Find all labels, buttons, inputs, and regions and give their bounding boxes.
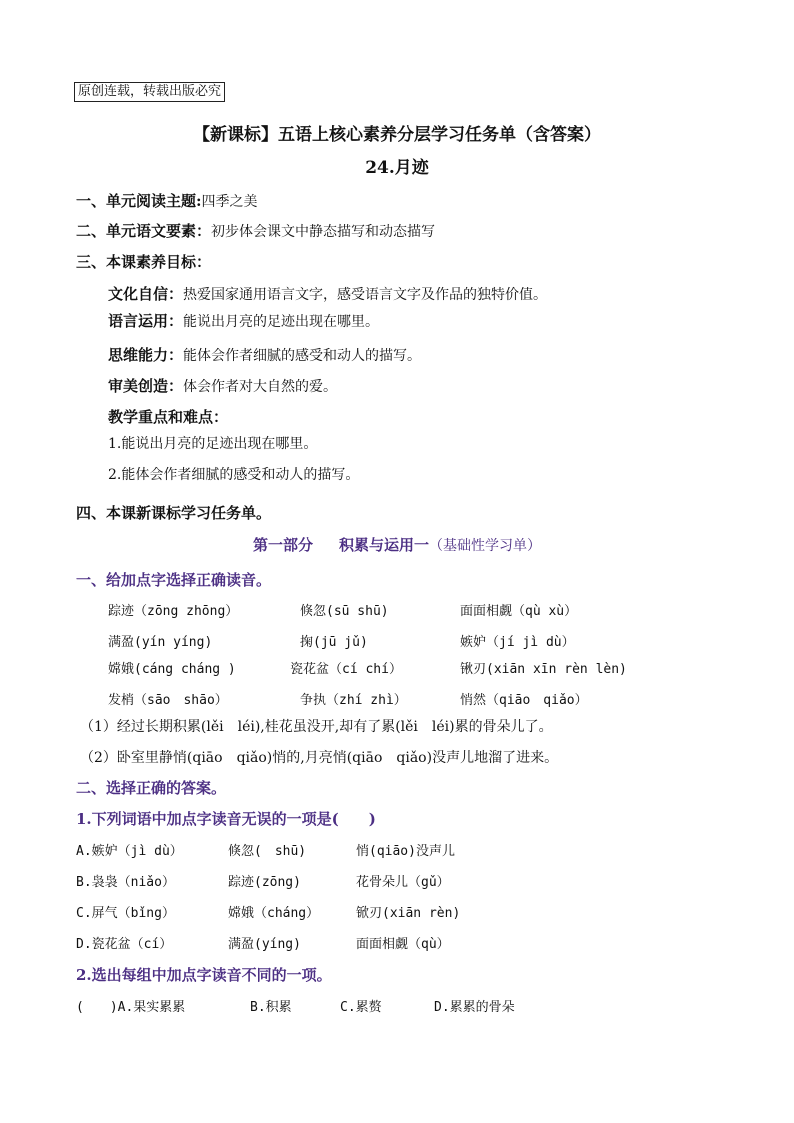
key-point: 2.能体会作者细腻的感受和动人的描写。 xyxy=(108,467,360,483)
option-item: 悄(qiāo)没声儿 xyxy=(356,844,455,859)
option-item: 锨刃(xiān rèn) xyxy=(356,906,461,921)
q2-heading: 二、选择正确的答案。 xyxy=(76,779,227,797)
q1-sentence: （1）经过长期积累(lěi léi),桂花虽没开,却有了累(lěi léi)累的骨朵儿了。 xyxy=(80,719,553,735)
option-item: C.累赘 xyxy=(340,1000,382,1015)
option-item: C.屏气（bǐng） xyxy=(76,906,175,921)
option-item: A.嫉妒（jì dù） xyxy=(76,844,183,859)
option-item: 花骨朵儿（gǔ） xyxy=(356,875,450,890)
unit-element xyxy=(76,220,435,241)
option-item: 满盈(yíng) xyxy=(228,937,301,952)
pinyin-item: 踪迹（zōng zhōng） xyxy=(108,604,239,619)
pinyin-item: 掬(jū jǔ) xyxy=(300,635,368,650)
pinyin-item: 面面相觑（qù xù） xyxy=(460,604,578,619)
q1-heading: 一、给加点字选择正确读音。 xyxy=(76,571,272,589)
option-item: 嫦娥（cháng） xyxy=(228,906,320,921)
pinyin-item: 嫉妒（jí jì dù） xyxy=(460,635,575,650)
goal-item: 文化自信：热爱国家通用语言文字，感受语言文字及作品的独特价值。 xyxy=(108,285,548,303)
unit-theme xyxy=(76,190,258,211)
goal-item: 语言运用：能说出月亮的足迹出现在哪里。 xyxy=(108,312,380,330)
option-item: D.瓷花盆（cí） xyxy=(76,937,173,952)
pinyin-item: 争执（zhí zhì） xyxy=(300,693,407,708)
goal-item: 审美创造：体会作者对大自然的爱。 xyxy=(108,377,338,395)
option-item: 倏忽( shū) xyxy=(228,844,307,859)
pinyin-item: 嫦娥(cáng cháng ) xyxy=(108,662,236,677)
key-points-heading: 教学重点和难点： xyxy=(108,408,229,426)
part-title: 积累与运用一 xyxy=(339,536,430,554)
goal-item: 思维能力：能体会作者细腻的感受和动人的描写。 xyxy=(108,346,422,364)
part-note: （基础性学习单） xyxy=(429,538,542,554)
pinyin-item: 瓷花盆（cí chí） xyxy=(290,662,402,677)
q1-sentence: （2）卧室里静悄(qiāo qiǎo)悄的,月亮悄(qiāo qiǎo)没声儿地溜了进来。 xyxy=(80,750,559,766)
pinyin-item: 锹刃(xiān xīn rèn lèn) xyxy=(460,662,627,677)
copyright-stamp: 原创连载，转载出版必究 xyxy=(74,82,225,102)
part-name: 第一部分 xyxy=(252,536,313,554)
q2-2-question: 2.选出每组中加点字读音不同的一项。 xyxy=(76,966,332,984)
pinyin-item: 满盈(yín yíng) xyxy=(108,635,213,650)
unit-theme-label: 一、单元阅读主题: xyxy=(76,192,202,210)
pinyin-item: 发梢（sāo shāo） xyxy=(108,693,228,708)
pinyin-item: 倏忽(sū shū) xyxy=(300,604,389,619)
q2-1-question: 1.下列词语中加点字读音无误的一项是( ) xyxy=(76,810,376,828)
unit-element-value: 初步体会课文中静态描写和动态描写 xyxy=(211,224,436,240)
pinyin-item: 悄然（qiāo qiǎo） xyxy=(460,693,588,708)
option-item: ( )A.果实累累 xyxy=(76,1000,186,1015)
unit-theme-value: 四季之美 xyxy=(201,194,258,210)
document-title: 【新课标】五语上核心素养分层学习任务单（含答案） xyxy=(193,125,601,145)
unit-element-label: 二、单元语文要素： xyxy=(76,222,212,240)
option-item: 踪迹(zōng) xyxy=(228,875,301,890)
option-item: 面面相觑（qù） xyxy=(356,937,450,952)
goals-heading: 三、本课素养目标： xyxy=(76,253,212,271)
task-heading: 四、本课新课标学习任务单。 xyxy=(76,504,272,522)
key-point: 1.能说出月亮的足迹出现在哪里。 xyxy=(108,436,318,452)
part-heading xyxy=(0,534,794,555)
option-item: B.袅袅（niǎo） xyxy=(76,875,175,890)
option-item: D.累累的骨朵 xyxy=(434,1000,515,1015)
lesson-title: 24.月迹 xyxy=(365,158,429,178)
option-item: B.积累 xyxy=(250,1000,292,1015)
